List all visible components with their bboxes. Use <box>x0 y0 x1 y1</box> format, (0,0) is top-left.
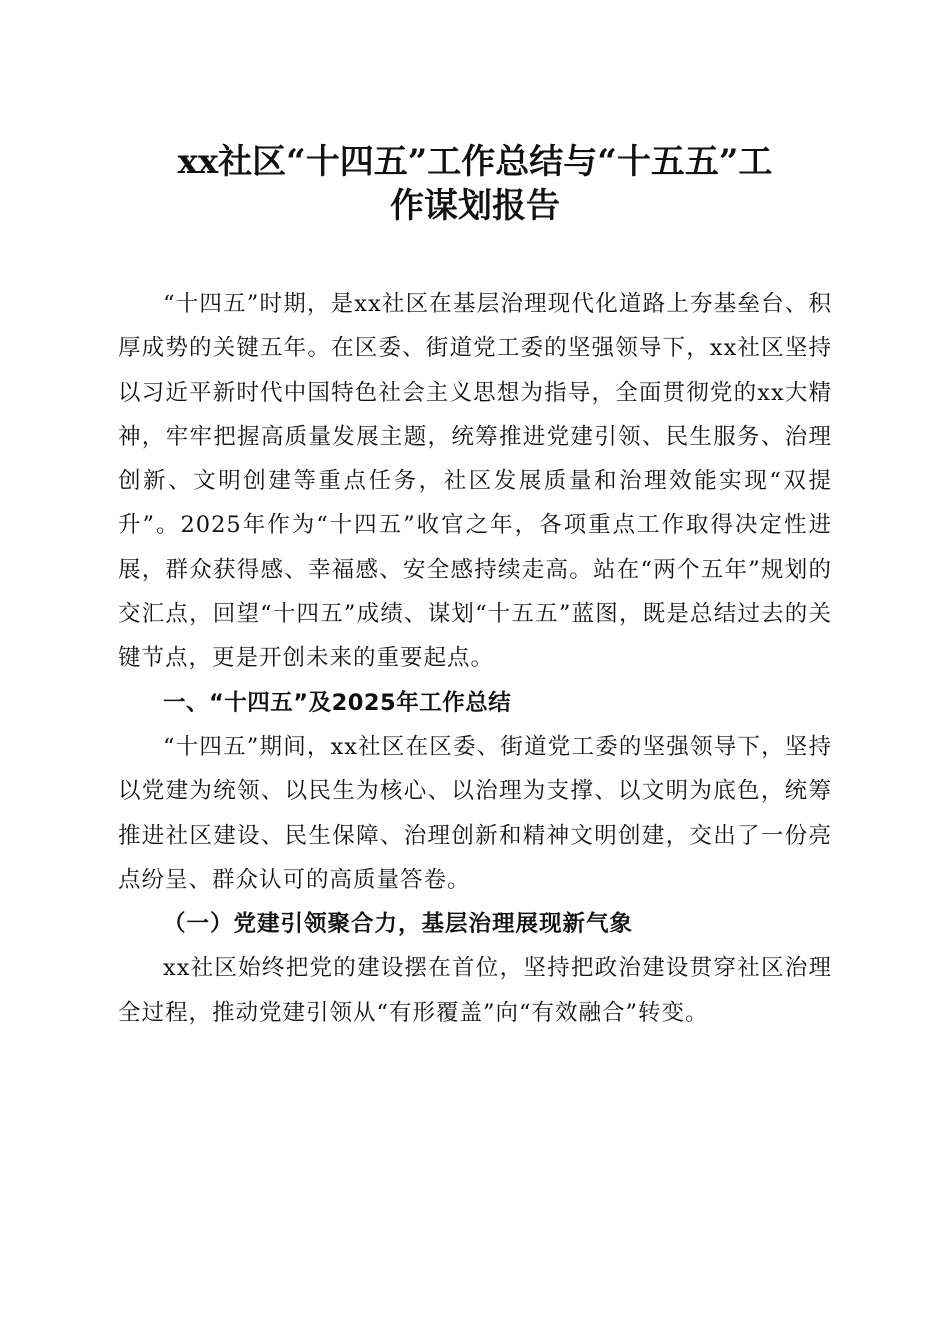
document-body <box>118 282 832 1035</box>
section-1-heading: 一、“十四五”及2025年工作总结 <box>163 689 512 716</box>
document-title <box>100 140 850 228</box>
intro-paragraph: “十四五”时期，是xx社区在基层治理现代化道路上夯基垒台、积厚成势的关键五年。在区委、街道党工委的坚强领导下，xx社区坚持以习近平新时代中国特色社会主义思想为指导，全面贯彻党的xx大精神，牢牢把握高质量发展主题，统筹推进党建引领、民生服务、治理创新、文明创建等重点任务，社区发展质量和治理效能实现“双提升”。2025年作为“十四五”收官之年，各项重点工作取得决定性进展，群众获得感、幸福感、安全感持续走高。站在“两个五年”规划的交汇点，回望“十四五”成绩、谋划“十五五”蓝图，既是总结过去的关键节点，更是开创未来的重要起点。 <box>118 291 832 672</box>
section-1-paragraph: “十四五”期间，xx社区在区委、街道党工委的坚强领导下，坚持以党建为统领、以民生为核心、以治理为支撑、以文明为底色，统筹推进社区建设、民生保障、治理创新和精神文明创建，交出了一份亮点纷呈、群众认可的高质量答卷。 <box>118 733 832 893</box>
title-line-2: 作谋划报告 <box>390 186 560 226</box>
title-line-1: xx社区“十四五”工作总结与“十五五”工 <box>177 142 773 182</box>
subsection-1-heading: （一）党建引领聚合力，基层治理展现新气象 <box>163 911 634 938</box>
subsection-1-paragraph: xx社区始终把党的建设摆在首位，坚持把政治建设贯穿社区治理全过程，推动党建引领从“有形覆盖”向“有效融合”转变。 <box>118 955 832 1026</box>
